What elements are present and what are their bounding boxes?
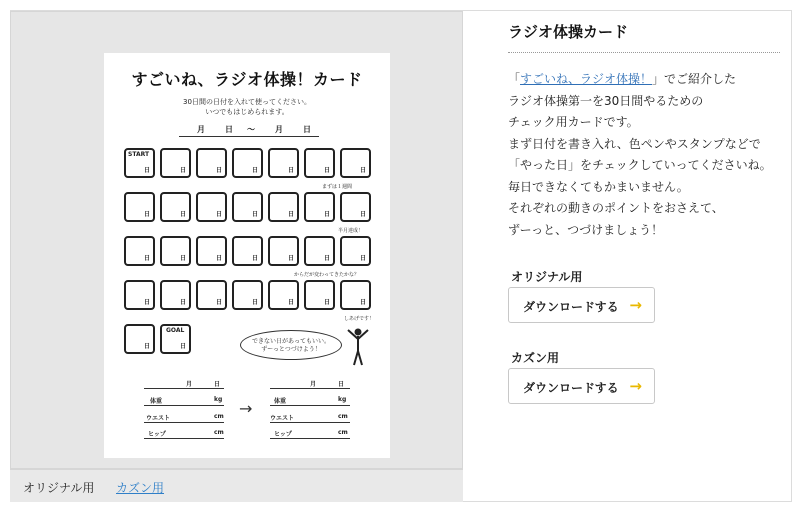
desc-quote-open: 「: [508, 72, 521, 86]
date-range-line: [179, 123, 319, 137]
weight-left-line: [144, 405, 224, 406]
desc-line3: チェック用カードです。: [508, 115, 639, 129]
day-char: 日: [215, 167, 222, 174]
day-cell: [124, 236, 155, 266]
day-char: 日: [179, 299, 186, 306]
card-title: すごいね、ラジオ体操！カード: [131, 70, 363, 89]
day-char: 日: [251, 211, 258, 218]
goal-label: GOAL: [166, 327, 185, 334]
day-cell: [304, 192, 335, 222]
hip-right-label: ヒップ: [274, 431, 292, 438]
day-cell: [124, 280, 155, 310]
download-cousin-button[interactable]: [508, 368, 655, 404]
day-char: 日: [323, 299, 330, 306]
day-char: 日: [179, 343, 186, 350]
hip-right-line: [270, 438, 350, 439]
waist-right-unit: cm: [338, 413, 348, 420]
day-cell: [196, 192, 227, 222]
desc-line6: 毎日できなくてもかまいません。: [508, 179, 689, 194]
desc-line4: まず日付を書き入れ、色ペンやスタンプなどで: [508, 136, 761, 151]
radio-exercise-card-image: [104, 53, 390, 458]
day-cell: [340, 192, 371, 222]
day-cell: [196, 280, 227, 310]
caption-original-tab[interactable]: オリジナル用: [23, 481, 95, 495]
card-subtitle-line1: 30日間の日付を入れて使ってください。: [183, 98, 311, 106]
day-char: 日: [143, 299, 150, 306]
day-char: 日: [359, 299, 366, 306]
day-cell: [268, 148, 299, 178]
page-title: ラジオ体操カード: [508, 23, 629, 41]
day-char: 日: [287, 255, 294, 262]
meas-right-day: 日: [338, 381, 345, 388]
note-halfmonth: 半月達成！: [338, 228, 364, 234]
speech-bubble: [240, 330, 342, 360]
card-subtitle-line2: いつでもはじめられます。: [205, 108, 289, 116]
hip-left-unit: cm: [214, 429, 224, 436]
waist-right-line: [270, 422, 350, 423]
day-char: 日: [215, 299, 222, 306]
date-day-1: 日: [225, 125, 233, 134]
desc-line5: 「やった日」をチェックしていってくださいね。: [508, 158, 772, 172]
day-char: 日: [179, 211, 186, 218]
weight-right-label: 体重: [274, 398, 287, 405]
hip-left-label: ヒップ: [148, 431, 166, 438]
meas-left-day: 日: [214, 381, 221, 388]
desc-line1-rest: 」でご紹介した: [652, 72, 737, 86]
day-cell: [304, 148, 335, 178]
day-cell: [232, 280, 263, 310]
day-cell: [160, 148, 191, 178]
day-cell: [304, 236, 335, 266]
weight-left-label: 体重: [150, 398, 163, 405]
day-cell: [340, 148, 371, 178]
day-cell: [268, 280, 299, 310]
day-cell: [232, 192, 263, 222]
start-label: START: [128, 151, 150, 158]
arrow-right-icon: →: [629, 377, 642, 395]
day-cell: [304, 280, 335, 310]
original-section-label: オリジナル用: [511, 270, 583, 284]
waist-left-label: ウエスト: [146, 415, 171, 422]
arrow-right-icon: →: [629, 296, 642, 314]
day-char: 日: [179, 167, 186, 174]
meas-left-month: 月: [186, 381, 193, 388]
day-char: 日: [251, 299, 258, 306]
hip-left-line: [144, 438, 224, 439]
day-cell: [196, 236, 227, 266]
day-char: 日: [251, 255, 258, 262]
meas-left-date-line: [144, 388, 224, 389]
bubble-line2: ずーっとつづけよう！: [261, 346, 321, 353]
day-char: 日: [143, 211, 150, 218]
desc-line2: ラジオ体操第一を30日間やるための: [508, 93, 704, 108]
waist-left-unit: cm: [214, 413, 224, 420]
note-week1: まずは１週間: [322, 184, 353, 190]
day-cell: [232, 236, 263, 266]
waist-right-label: ウエスト: [270, 415, 295, 422]
day-cell: [196, 148, 227, 178]
day-char: 日: [143, 167, 150, 174]
card-preview-panel: [10, 11, 463, 469]
caption-cousin-link[interactable]: カズン用: [116, 481, 165, 495]
day-char: 日: [359, 167, 366, 174]
day-char: 日: [179, 255, 186, 262]
preview-caption-bar: [10, 469, 463, 502]
download-original-label: ダウンロードする: [523, 300, 619, 314]
day-cell: [340, 280, 371, 310]
day-cell: [160, 324, 191, 354]
day-char: 日: [323, 167, 330, 174]
day-char: 日: [359, 211, 366, 218]
day-char: 日: [143, 343, 150, 350]
day-char: 日: [323, 211, 330, 218]
article-link[interactable]: すごいね、ラジオ体操！: [520, 72, 653, 86]
weight-left-unit: kg: [214, 396, 223, 403]
day-cell: [160, 192, 191, 222]
date-month-1: 月: [197, 125, 205, 134]
day-cell: [160, 280, 191, 310]
hip-right-unit: cm: [338, 429, 348, 436]
exercising-person-icon: [346, 327, 370, 367]
desc-line7: それぞれの動きのポイントをおさえて、: [508, 201, 724, 215]
title-divider: [508, 52, 780, 53]
note-body-change: からだが変わってきたかな？: [294, 272, 359, 278]
day-char: 日: [287, 299, 294, 306]
date-month-2: 月: [275, 125, 283, 134]
desc-line8: ずーっと、つづけましょう！: [508, 222, 664, 237]
day-cell: [268, 192, 299, 222]
arrow-right-icon: →: [239, 399, 253, 418]
day-cell: [232, 148, 263, 178]
date-day-2: 日: [303, 125, 311, 134]
cousin-section-label: カズン用: [511, 351, 560, 365]
day-cell: [160, 236, 191, 266]
day-char: 日: [287, 167, 294, 174]
note-last-week: しあげです！: [344, 316, 375, 322]
day-char: 日: [143, 255, 150, 262]
meas-right-date-line: [270, 388, 350, 389]
day-char: 日: [215, 211, 222, 218]
date-tilde: 〜: [247, 125, 255, 134]
day-cell: [124, 192, 155, 222]
weight-right-unit: kg: [338, 396, 347, 403]
bubble-line1: できない日があってもいい。: [252, 338, 330, 345]
day-char: 日: [323, 255, 330, 262]
meas-right-month: 月: [310, 381, 317, 388]
day-char: 日: [359, 255, 366, 262]
card-description: [508, 69, 780, 241]
day-char: 日: [251, 167, 258, 174]
day-char: 日: [287, 211, 294, 218]
day-cell: [268, 236, 299, 266]
day-cell: [340, 236, 371, 266]
day-char: 日: [215, 255, 222, 262]
day-cell: [124, 324, 155, 354]
download-original-button[interactable]: [508, 287, 655, 323]
waist-left-line: [144, 422, 224, 423]
day-cell: [124, 148, 155, 178]
weight-right-line: [270, 405, 350, 406]
download-cousin-label: ダウンロードする: [523, 381, 619, 395]
